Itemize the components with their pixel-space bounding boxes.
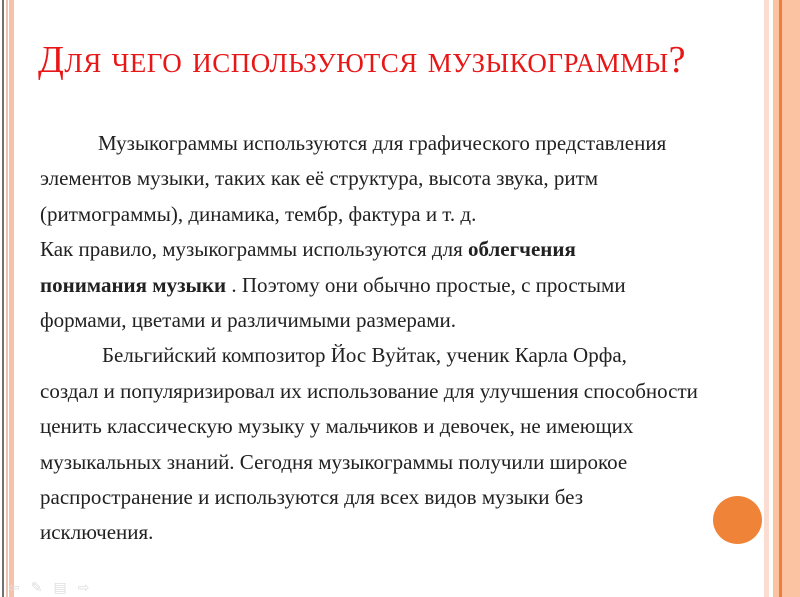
body-segment: исключения. bbox=[40, 520, 154, 545]
body-segment: ценить классическую музыку у мальчиков и девочек, не имеющих bbox=[40, 414, 634, 439]
body-text bbox=[40, 126, 760, 551]
left-border-gray-line bbox=[2, 0, 4, 597]
body-segment: Музыкограммы используются для графического представления bbox=[98, 131, 667, 155]
body-segment: распространение и используются для всех видов музыки без bbox=[40, 484, 583, 509]
body-line bbox=[40, 409, 760, 444]
body-line bbox=[40, 338, 760, 373]
body-segment: Как правило, музыкограммы используются для bbox=[40, 237, 468, 262]
back-arrow-icon[interactable]: ⇦ bbox=[8, 580, 20, 596]
right-border-salmon-band bbox=[773, 0, 800, 597]
body-line bbox=[40, 445, 760, 480]
body-segment: . Поэтому они обычно простые, с простыми bbox=[226, 272, 626, 297]
right-border-orange-line bbox=[779, 0, 782, 597]
left-border-pink-line bbox=[6, 0, 8, 597]
body-segment: Бельгийский композитор Йос Вуйтак, ученик Карла Орфа, bbox=[102, 343, 627, 368]
slide-title: Для чего используются музыкограммы? bbox=[38, 39, 686, 81]
body-line bbox=[40, 268, 760, 303]
right-border-pale-stripe bbox=[764, 0, 769, 597]
pen-icon[interactable]: ✎ bbox=[30, 580, 43, 596]
body-segment: формами, цветами и различимыми размерами. bbox=[40, 307, 456, 332]
body-line bbox=[40, 232, 760, 267]
menu-icon[interactable]: ▤ bbox=[53, 580, 67, 596]
left-border-pink-band bbox=[9, 0, 14, 597]
body-segment: музыкальных знаний. Сегодня музыкограммы получили широкое bbox=[40, 449, 628, 474]
body-segment: (ритмограммы), динамика, тембр, фактура и т. д. bbox=[40, 201, 477, 226]
body-segment: элементов музыки, таких как её структура, высота звука, ритм bbox=[40, 166, 599, 191]
body-line bbox=[40, 515, 760, 550]
slideshow-nav-toolbar bbox=[8, 581, 89, 595]
body-line bbox=[40, 126, 760, 161]
body-line bbox=[40, 480, 760, 515]
body-bold-segment: понимания музыки bbox=[40, 272, 227, 297]
body-segment: создал и популяризировал их использование для улучшения способности bbox=[40, 378, 698, 403]
forward-arrow-icon[interactable]: ⇨ bbox=[77, 580, 90, 596]
body-bold-segment: облегчения bbox=[467, 237, 576, 262]
body-line bbox=[40, 303, 760, 338]
body-line bbox=[40, 161, 760, 196]
orange-circle-decoration bbox=[713, 496, 762, 544]
body-line bbox=[40, 374, 760, 409]
body-line bbox=[40, 197, 760, 232]
